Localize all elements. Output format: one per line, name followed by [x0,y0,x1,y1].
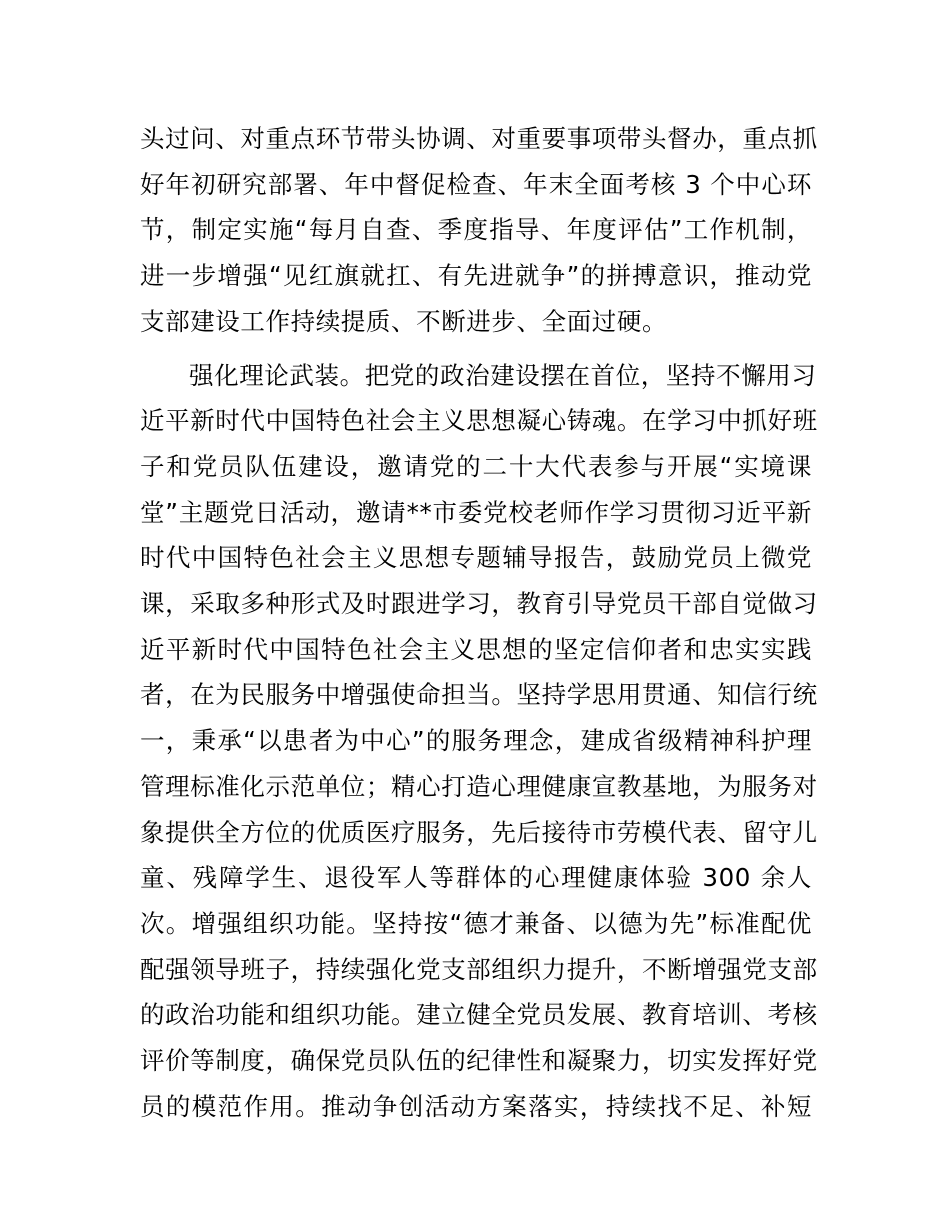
paragraph-gap [140,345,812,353]
text-line: 管理标准化示范单位；精心打造心理健康宣教基地，为服务对 [140,771,818,801]
text-line: 评价等制度，确保党员队伍的纪律性和凝聚力，切实发挥好党 [140,1046,818,1076]
text-line: 员的模范作用。推动争创活动方案落实，持续找不足、补短 [140,1091,812,1121]
text-line: 课，采取多种形式及时跟进学习，教育引导党员干部自觉做习 [140,589,818,619]
text-line: 子和党员队伍建设，邀请党的二十大代表参与开展“实境课 [140,451,812,481]
text-line: 次。增强组织功能。坚持按“德才兼备、以德为先”标准配优 [140,908,812,938]
text-line: 者，在为民服务中增强使命担当。坚持学思用贯通、知信行统 [140,680,818,710]
text-line: 童、残障学生、退役军人等群体的心理健康体验 300 余人 [140,863,812,893]
text-line: 象提供全方位的优质医疗服务，先后接待市劳模代表、留守儿 [140,817,818,847]
text-line: 时代中国特色社会主义思想专题辅导报告，鼓励党员上微党 [140,543,812,573]
text-line: 近平新时代中国特色社会主义思想凝心铸魂。在学习中抓好班 [140,406,818,436]
paragraph-1 [140,116,818,345]
paragraph-2 [140,353,818,1130]
body-text [140,116,818,1129]
text-line: 一，秉承“以患者为中心”的服务理念，建成省级精神科护理 [140,726,812,756]
text-line: 节，制定实施“每月自查、季度指导、年度评估”工作机制， [140,215,812,245]
text-line: 支部建设工作持续提质、不断进步、全面过硬。 [140,306,668,336]
text-line: 堂”主题党日活动，邀请**市委党校老师作学习贯彻习近平新 [140,497,812,527]
text-line: 近平新时代中国特色社会主义思想的坚定信仰者和忠实实践 [140,634,812,664]
text-line: 配强领导班子，持续强化党支部组织力提升，不断增强党支部 [140,954,818,984]
text-line: 头过问、对重点环节带头协调、对重要事项带头督办，重点抓 [140,124,818,153]
text-line: 的政治功能和组织功能。建立健全党员发展、教育培训、考核 [140,1000,818,1030]
text-line: 好年初研究部署、年中督促检查、年末全面考核 3 个中心环 [140,169,812,199]
text-line: 强化理论武装。把党的政治建设摆在首位，坚持不懈用习 [189,360,817,390]
text-line: 进一步增强“见红旗就扛、有先进就争”的拼搏意识，推动党 [140,261,812,291]
